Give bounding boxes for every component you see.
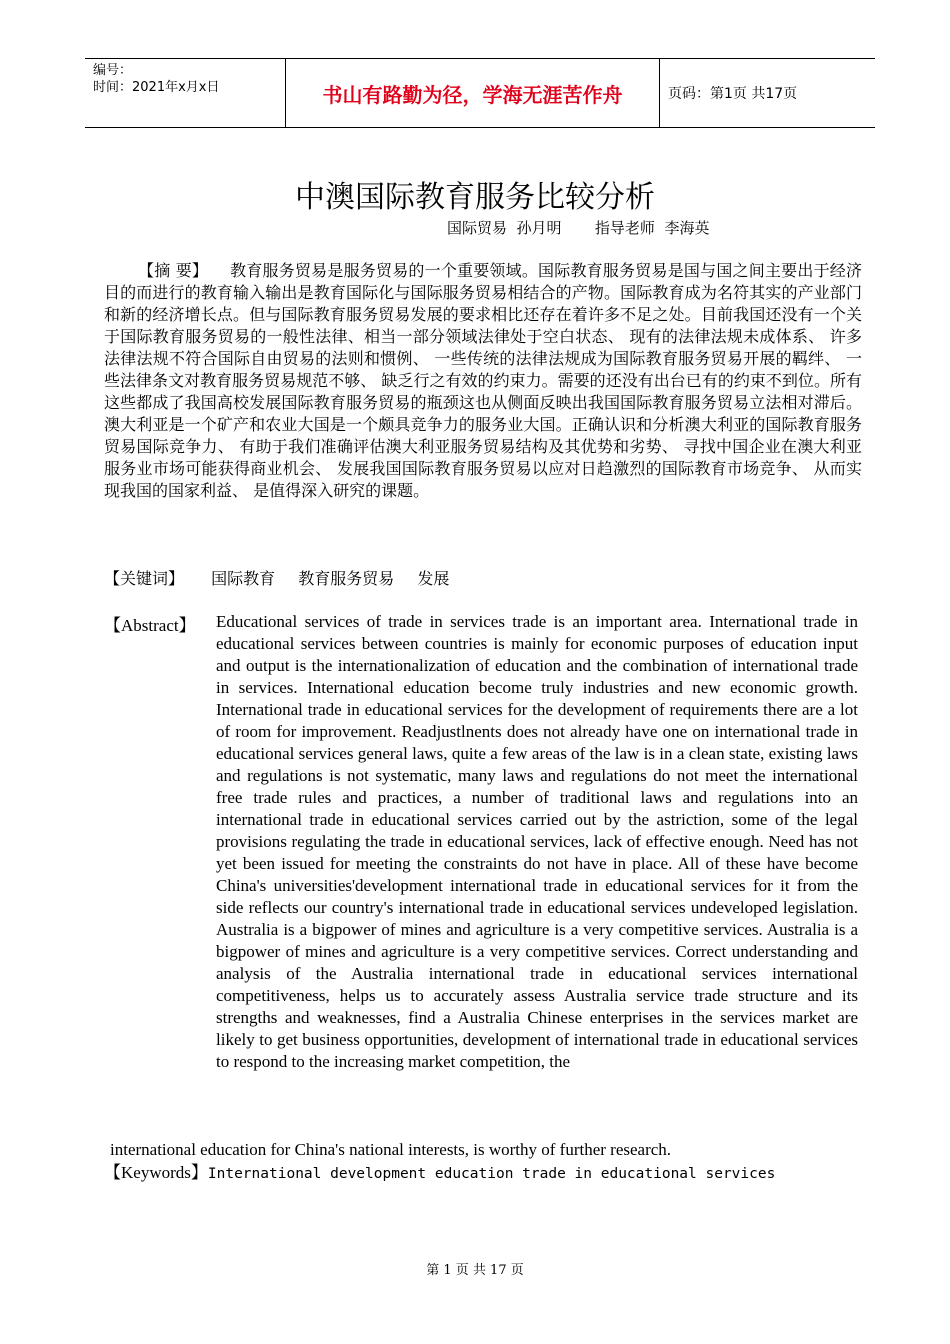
- keyword-item: 发展: [417, 569, 450, 588]
- keyword-item: 教育服务贸易: [298, 569, 395, 588]
- document-title: 中澳国际教育服务比较分析: [295, 180, 655, 215]
- time-label: 时间：2021年x月x日: [93, 80, 220, 95]
- abstract-zh-text: 教育服务贸易是服务贸易的一个重要领域。国际教育服务贸易是国与国之间主要出于经济目的而进行的教育输入输出是教育国际化与国际服务贸易相结合的产物。国际教育成为名符其实的产业部门和新的经济增长点。但与国际教育服务贸易发展的要求相比还存在着许多不足之处。目前我国还没有一个关于国际教育服务贸易的一般性法律、相当一部分领域法律处于空白状态、 现有的法律法规未成体系、 许多法律法规不符合国际自由贸易的法则和惯例、 一些传统的法律法规成为国际教育服务贸易开展的羁绊、 一些法律条文对教育服务贸易规范不够、 缺乏行之有效的约束力。需要的还没有出台已有的约束不到位。所有这些都成了我国高校发展国际教育服务贸易的瓶颈这也从侧面反映出我国国际教育服务贸易立法相对滞后。澳大利亚是一个矿产和农业大国是一个颇具竞争力的服务业大国。正确认识和分析澳大利亚的国际教育服务贸易国际竞争力、 有助于我们准确评估澳大利亚服务贸易结构及其优势和劣势、 寻找中国企业在澳大利亚服务业市场可能获得商业机会、 发展我国国际教育服务贸易以应对日趋激烈的国际教育市场竞争、 从而实现我国的国家利益、 是值得深入研究的课题。: [104, 261, 862, 500]
- header-meta: [85, 59, 285, 127]
- keywords-en-label: 【Keywords】: [104, 1163, 208, 1182]
- header-page-info: 页码：第1页 共17页: [668, 86, 798, 102]
- abstract-en-label: 【Abstract】: [104, 616, 196, 635]
- abstract-zh-label: 【摘 要】: [138, 261, 209, 280]
- keyword-item: 国际教育: [211, 569, 276, 588]
- keywords-en: [104, 1162, 775, 1185]
- abstract-en-last-line: international education for China's national interests, is worthy of further research.: [110, 1140, 672, 1159]
- keywords-zh: [104, 566, 467, 589]
- abstract-zh: [104, 260, 862, 502]
- keywords-zh-label: 【关键词】: [104, 569, 185, 588]
- authors-line: 国际贸易 孙月明 指导老师 李海英: [447, 219, 710, 237]
- abstract-en-text: Educational services of trade in services trade is an important area. International trade in educational services between countries is mainly for economic purposes of education input and output is the internationalization of education and the combination of international trade in services. International education become truly industries and new economic growth. International trade in educational services for the development of requirements there are a lot of room for improvement. Readjustlnents does not already have one on international trade in educational services general laws, quite a few areas of the law is in a clean state, existing laws and regulations is not systematic, many laws and regulations do not meet the international free trade rules and practices, a number of traditional laws and regulations into an international trade in educational services carried out by the astriction, some of the legal provisions regulating the trade in educational services, lack of effective enough. Need has not yet been issued for meeting the constraints do not have in place. All of these have become China's universities'development international trade in educational services for it from the side reflects our country's international trade in educational services undeveloped legislation. Australia is a bigpower of mines and agriculture is a very competitive services. Australia is a bigpower of mines and agriculture is a very competitive services. Correct understanding and analysis of the Australia international trade in educational services international competitiveness, helps us to accurately assess Australia service trade structure and its strengths and weaknesses, find a Australia Chinese enterprises in the services market are likely to get business opportunities, development of international trade in educational services to respond to the increasing market competition, the: [216, 612, 858, 1071]
- header-motto: 书山有路勤为径，学海无涯苦作舟: [285, 59, 660, 127]
- number-label: 编号：: [93, 63, 133, 78]
- page-footer: 第 1 页 共 17 页: [426, 1263, 524, 1278]
- document-header: [85, 58, 875, 128]
- keywords-en-text: International development education trade in educational services: [207, 1166, 776, 1182]
